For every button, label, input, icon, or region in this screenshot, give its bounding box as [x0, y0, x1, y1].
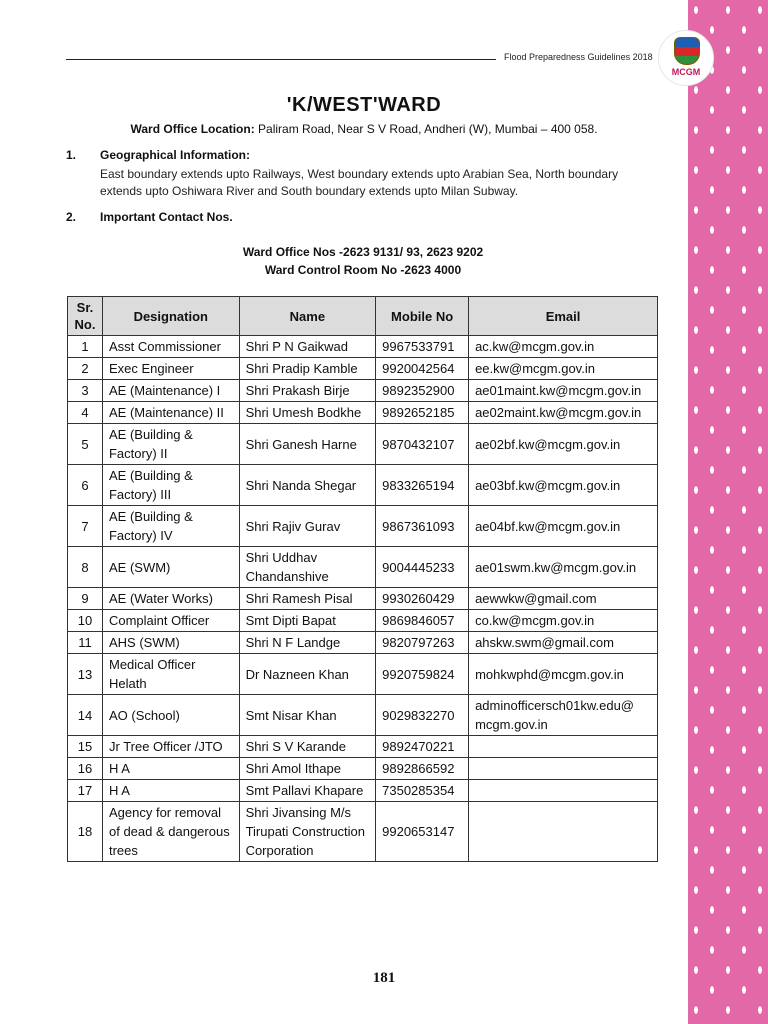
cell-mobile: 9930260429: [376, 588, 469, 610]
location-label: Ward Office Location:: [130, 122, 255, 136]
cell-email: [469, 736, 658, 758]
cell-name: Shri Rajiv Gurav: [239, 506, 376, 547]
geographical-info-text: East boundary extends upto Railways, West boundary extends upto Arabian Sea, North boundary extends upto Oshiwara River and South boundary extends upto Milan Subway.: [100, 167, 619, 198]
table-row: [68, 736, 658, 758]
cell-email: aewwkw@gmail.com: [469, 588, 658, 610]
cell-name: Smt Pallavi Khapare: [239, 780, 376, 802]
cell-name: Smt Nisar Khan: [239, 695, 376, 736]
guideline-title: Flood Preparedness Guidelines 2018: [504, 52, 653, 62]
cell-designation: AE (Building & Factory) IV: [102, 506, 239, 547]
contacts-table: [67, 296, 658, 862]
table-row: [68, 632, 658, 654]
cell-designation: AE (Maintenance) I: [102, 380, 239, 402]
column-header-designation: Designation: [102, 297, 239, 336]
table-row: [68, 380, 658, 402]
cell-mobile: 9029832270: [376, 695, 469, 736]
cell-email: ac.kw@mcgm.gov.in: [469, 336, 658, 358]
section-heading: Geographical Information:: [100, 148, 251, 162]
cell-designation: AHS (SWM): [102, 632, 239, 654]
mcgm-logo: [658, 30, 714, 86]
cell-sr-no: 11: [68, 632, 103, 654]
table-row: [68, 758, 658, 780]
cell-name: Shri Ramesh Pisal: [239, 588, 376, 610]
cell-mobile: 9892652185: [376, 402, 469, 424]
cell-mobile: 9820797263: [376, 632, 469, 654]
cell-email: [469, 802, 658, 862]
table-row: [68, 802, 658, 862]
cell-sr-no: 16: [68, 758, 103, 780]
logo-text: MCGM: [671, 67, 701, 77]
cell-mobile: 9833265194: [376, 465, 469, 506]
column-header-name: Name: [239, 297, 376, 336]
cell-designation: Agency for removal of dead & dangerous trees: [102, 802, 239, 862]
cell-name: Shri Prakash Birje: [239, 380, 376, 402]
cell-mobile: 9920042564: [376, 358, 469, 380]
cell-designation: Complaint Officer: [102, 610, 239, 632]
cell-mobile: 9920759824: [376, 654, 469, 695]
table-body: [68, 336, 658, 862]
cell-name: Shri N F Landge: [239, 632, 376, 654]
cell-mobile: 9892866592: [376, 758, 469, 780]
cell-mobile: 9967533791: [376, 336, 469, 358]
cell-email: ae02maint.kw@mcgm.gov.in: [469, 402, 658, 424]
cell-email: ae02bf.kw@mcgm.gov.in: [469, 424, 658, 465]
table-row: [68, 465, 658, 506]
table-row: [68, 547, 658, 588]
section-heading: Important Contact Nos.: [100, 210, 233, 224]
cell-mobile: 9892352900: [376, 380, 469, 402]
cell-mobile: 9920653147: [376, 802, 469, 862]
section-number: 1.: [66, 148, 77, 162]
cell-mobile: 9867361093: [376, 506, 469, 547]
cell-email: ae04bf.kw@mcgm.gov.in: [469, 506, 658, 547]
cell-mobile: 9870432107: [376, 424, 469, 465]
table-row: [68, 336, 658, 358]
page-title: 'K/WEST'WARD: [286, 94, 442, 116]
column-header-mobile: Mobile No: [376, 297, 469, 336]
cell-designation: Medical Officer Helath: [102, 654, 239, 695]
cell-sr-no: 7: [68, 506, 103, 547]
header-divider: [66, 59, 496, 60]
decorative-side-band: [688, 0, 768, 1024]
cell-email: co.kw@mcgm.gov.in: [469, 610, 658, 632]
table-row: [68, 588, 658, 610]
cell-designation: Asst Commissioner: [102, 336, 239, 358]
cell-email: adminofficersch01kw.edu@ mcgm.gov.in: [469, 695, 658, 736]
cell-sr-no: 10: [68, 610, 103, 632]
table-row: [68, 358, 658, 380]
cell-mobile: 7350285354: [376, 780, 469, 802]
cell-sr-no: 2: [68, 358, 103, 380]
page-number: 181: [372, 970, 396, 986]
cell-sr-no: 8: [68, 547, 103, 588]
cell-name: Shri Jivansing M/s Tirupati Construction Corporation: [239, 802, 376, 862]
cell-email: ae01swm.kw@mcgm.gov.in: [469, 547, 658, 588]
cell-name: Shri Uddhav Chandanshive: [239, 547, 376, 588]
cell-name: Shri S V Karande: [239, 736, 376, 758]
cell-sr-no: 18: [68, 802, 103, 862]
cell-sr-no: 1: [68, 336, 103, 358]
cell-name: Smt Dipti Bapat: [239, 610, 376, 632]
cell-mobile: 9869846057: [376, 610, 469, 632]
cell-designation: AE (Building & Factory) II: [102, 424, 239, 465]
cell-sr-no: 5: [68, 424, 103, 465]
cell-email: ae03bf.kw@mcgm.gov.in: [469, 465, 658, 506]
table-header-row: [68, 297, 658, 336]
cell-sr-no: 6: [68, 465, 103, 506]
cell-name: Shri Nanda Shegar: [239, 465, 376, 506]
table-row: [68, 402, 658, 424]
cell-sr-no: 13: [68, 654, 103, 695]
cell-mobile: 9892470221: [376, 736, 469, 758]
emblem-icon: [674, 37, 700, 65]
cell-name: Shri Umesh Bodkhe: [239, 402, 376, 424]
cell-designation: AE (SWM): [102, 547, 239, 588]
table-row: [68, 780, 658, 802]
cell-name: Shri Pradip Kamble: [239, 358, 376, 380]
table-row: [68, 424, 658, 465]
cell-name: Shri P N Gaikwad: [239, 336, 376, 358]
cell-designation: Exec Engineer: [102, 358, 239, 380]
table-row: [68, 654, 658, 695]
ward-office-location: [0, 122, 728, 136]
column-header-email: Email: [469, 297, 658, 336]
cell-mobile: 9004445233: [376, 547, 469, 588]
cell-email: ahskw.swm@gmail.com: [469, 632, 658, 654]
cell-email: ae01maint.kw@mcgm.gov.in: [469, 380, 658, 402]
cell-sr-no: 3: [68, 380, 103, 402]
cell-sr-no: 4: [68, 402, 103, 424]
table-row: [68, 695, 658, 736]
cell-designation: AE (Water Works): [102, 588, 239, 610]
location-value: Paliram Road, Near S V Road, Andheri (W), Mumbai – 400 058.: [254, 122, 598, 136]
cell-sr-no: 15: [68, 736, 103, 758]
cell-sr-no: 14: [68, 695, 103, 736]
section-number: 2.: [66, 210, 77, 224]
cell-designation: AO (School): [102, 695, 239, 736]
cell-email: [469, 758, 658, 780]
cell-designation: H A: [102, 780, 239, 802]
column-header-sr-no: Sr. No.: [68, 297, 103, 336]
cell-sr-no: 17: [68, 780, 103, 802]
cell-designation: AE (Maintenance) II: [102, 402, 239, 424]
cell-name: Dr Nazneen Khan: [239, 654, 376, 695]
cell-designation: AE (Building & Factory) III: [102, 465, 239, 506]
table-row: [68, 610, 658, 632]
cell-sr-no: 9: [68, 588, 103, 610]
cell-designation: H A: [102, 758, 239, 780]
cell-email: mohkwphd@mcgm.gov.in: [469, 654, 658, 695]
cell-name: Shri Ganesh Harne: [239, 424, 376, 465]
cell-email: ee.kw@mcgm.gov.in: [469, 358, 658, 380]
cell-designation: Jr Tree Officer /JTO: [102, 736, 239, 758]
table-row: [68, 506, 658, 547]
ward-control-room-number: Ward Control Room No -2623 4000: [264, 263, 462, 277]
ward-office-numbers: Ward Office Nos -2623 9131/ 93, 2623 9202: [242, 245, 484, 259]
cell-email: [469, 780, 658, 802]
cell-name: Shri Amol Ithape: [239, 758, 376, 780]
